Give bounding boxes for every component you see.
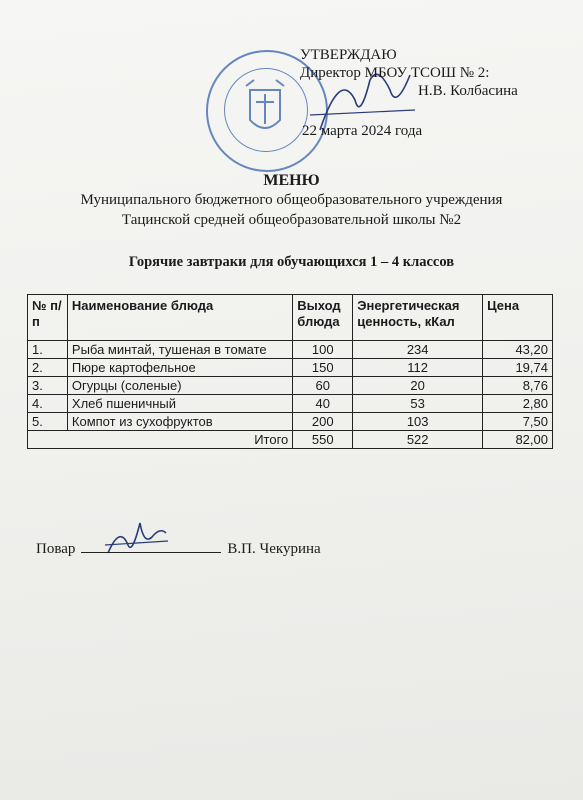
signature-blank — [81, 538, 221, 553]
table-header-row — [28, 295, 553, 341]
row-yield: 60 — [293, 377, 353, 395]
row-num: 3. — [28, 377, 68, 395]
row-energy: 103 — [353, 413, 483, 431]
row-price: 2,80 — [483, 395, 553, 413]
total-label: Итого — [28, 431, 293, 449]
row-price: 43,20 — [483, 341, 553, 359]
institution-line-1: Муниципального бюджетного общеобразовательного учреждения — [80, 192, 503, 208]
row-price: 8,76 — [483, 377, 553, 395]
row-energy: 53 — [353, 395, 483, 413]
table-row — [28, 395, 553, 413]
row-name: Хлеб пшеничный — [67, 395, 292, 413]
approval-date: 22 марта 2024 года — [302, 123, 423, 139]
cook-label: Повар — [36, 541, 76, 557]
row-yield: 150 — [293, 359, 353, 377]
menu-title: МЕНЮ — [263, 172, 320, 189]
header-name: Наименование блюда — [67, 295, 292, 341]
row-yield: 40 — [293, 395, 353, 413]
menu-subtitle: Горячие завтраки для обучающихся 1 – 4 классов — [128, 254, 455, 270]
total-price: 82,00 — [483, 431, 553, 449]
approval-name: Н.В. Колбасина — [418, 83, 518, 99]
row-yield: 200 — [293, 413, 353, 431]
row-price: 7,50 — [483, 413, 553, 431]
header-energy: Энергетическая ценность, кКал — [353, 295, 483, 341]
cook-signature-line — [36, 538, 321, 558]
table-row — [28, 377, 553, 395]
header-yield: Выход блюда — [293, 295, 353, 341]
table-row — [28, 413, 553, 431]
row-name: Рыба минтай, тушеная в томате — [67, 341, 292, 359]
row-num: 2. — [28, 359, 68, 377]
menu-table — [27, 294, 553, 449]
approval-title: УТВЕРЖДАЮ — [300, 47, 397, 63]
row-num: 5. — [28, 413, 68, 431]
row-num: 1. — [28, 341, 68, 359]
header-price: Цена — [483, 295, 553, 341]
approval-block — [300, 46, 518, 139]
row-price: 19,74 — [483, 359, 553, 377]
row-energy: 234 — [353, 341, 483, 359]
approval-position: Директор МБОУ ТСОШ № 2: — [300, 65, 490, 81]
header-num: № п/п — [28, 295, 68, 341]
row-name: Огурцы (соленые) — [67, 377, 292, 395]
row-name: Пюре картофельное — [67, 359, 292, 377]
cook-name: В.П. Чекурина — [227, 541, 321, 557]
table-row — [28, 359, 553, 377]
total-yield: 550 — [293, 431, 353, 449]
row-energy: 20 — [353, 377, 483, 395]
institution-line-2: Тацинской средней общеобразовательной школы №2 — [121, 212, 462, 228]
total-energy: 522 — [353, 431, 483, 449]
table-total-row — [28, 431, 553, 449]
row-energy: 112 — [353, 359, 483, 377]
row-yield: 100 — [293, 341, 353, 359]
row-name: Компот из сухофруктов — [67, 413, 292, 431]
row-num: 4. — [28, 395, 68, 413]
table-row — [28, 341, 553, 359]
